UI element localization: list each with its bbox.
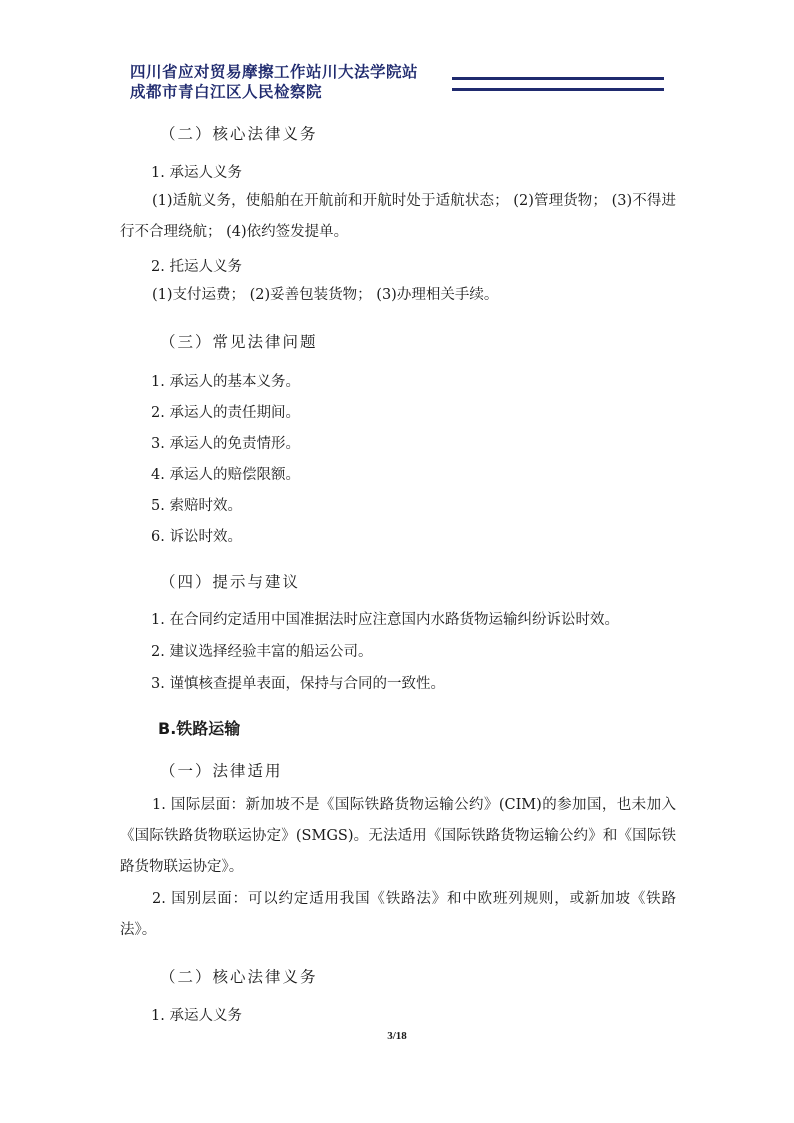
list-item: 1. 在合同约定适用中国准据法时应注意国内水路货物运输纠纷诉讼时效。: [151, 612, 619, 628]
subheading-tips: （四）提示与建议: [160, 573, 301, 591]
subheading-common-issues: （三）常见法律问题: [160, 333, 318, 351]
header-org-line-1: 四川省应对贸易摩擦工作站川大法学院站: [130, 63, 419, 81]
list-item: 5. 索赔时效。: [151, 498, 242, 514]
item-carrier-obligations: 1. 承运人义务: [151, 165, 242, 181]
paragraph-text: 2. 国别层面：可以约定适用我国《铁路法》和中欧班列规则，或新加坡《铁路法》。: [120, 891, 676, 938]
item-carrier-obligations-2: 1. 承运人义务: [151, 1008, 242, 1024]
paragraph-text: 1. 国际层面：新加坡不是《国际铁路货物运输公约》(CIM)的参加国，也未加入《国际铁路货物联运协定》(SMGS)。无法适用《国际铁路货物运输公约》和《国际铁路货物联运协定》。: [120, 797, 676, 875]
header-rule-top: [452, 77, 664, 80]
list-item: 3. 承运人的免责情形。: [151, 436, 300, 452]
page-number: 3/18: [387, 1030, 407, 1042]
paragraph-national-level: [120, 884, 676, 946]
list-item: 2. 承运人的责任期间。: [151, 405, 300, 421]
section-heading-railway: B.铁路运输: [158, 719, 241, 738]
document-header: [130, 62, 418, 102]
subheading-core-obligations-2: （二）核心法律义务: [160, 968, 318, 986]
paragraph-text: (1)适航义务，使船舶在开航前和开航时处于适航状态； (2)管理货物； (3)不得进行不合理绕航； (4)依约签发提单。: [120, 193, 676, 240]
list-item: 3. 谨慎核查提单表面，保持与合同的一致性。: [151, 676, 445, 692]
list-item: 4. 承运人的赔偿限额。: [151, 467, 300, 483]
paragraph-shipper-obligations: (1)支付运费； (2)妥善包装货物； (3)办理相关手续。: [152, 287, 499, 303]
subheading-core-obligations: （二）核心法律义务: [160, 125, 318, 143]
list-item: 2. 建议选择经验丰富的船运公司。: [151, 644, 373, 660]
list-item: 6. 诉讼时效。: [151, 529, 242, 545]
paragraph-international-level: [120, 790, 676, 883]
header-org-line-2: 成都市青白江区人民检察院: [130, 83, 323, 101]
item-shipper-obligations: 2. 托运人义务: [151, 259, 242, 275]
list-item: 1. 承运人的基本义务。: [151, 374, 300, 390]
header-rule-bottom: [452, 88, 664, 91]
subheading-applicable-law: （一）法律适用: [160, 762, 283, 780]
paragraph-carrier-obligations: [120, 186, 676, 248]
